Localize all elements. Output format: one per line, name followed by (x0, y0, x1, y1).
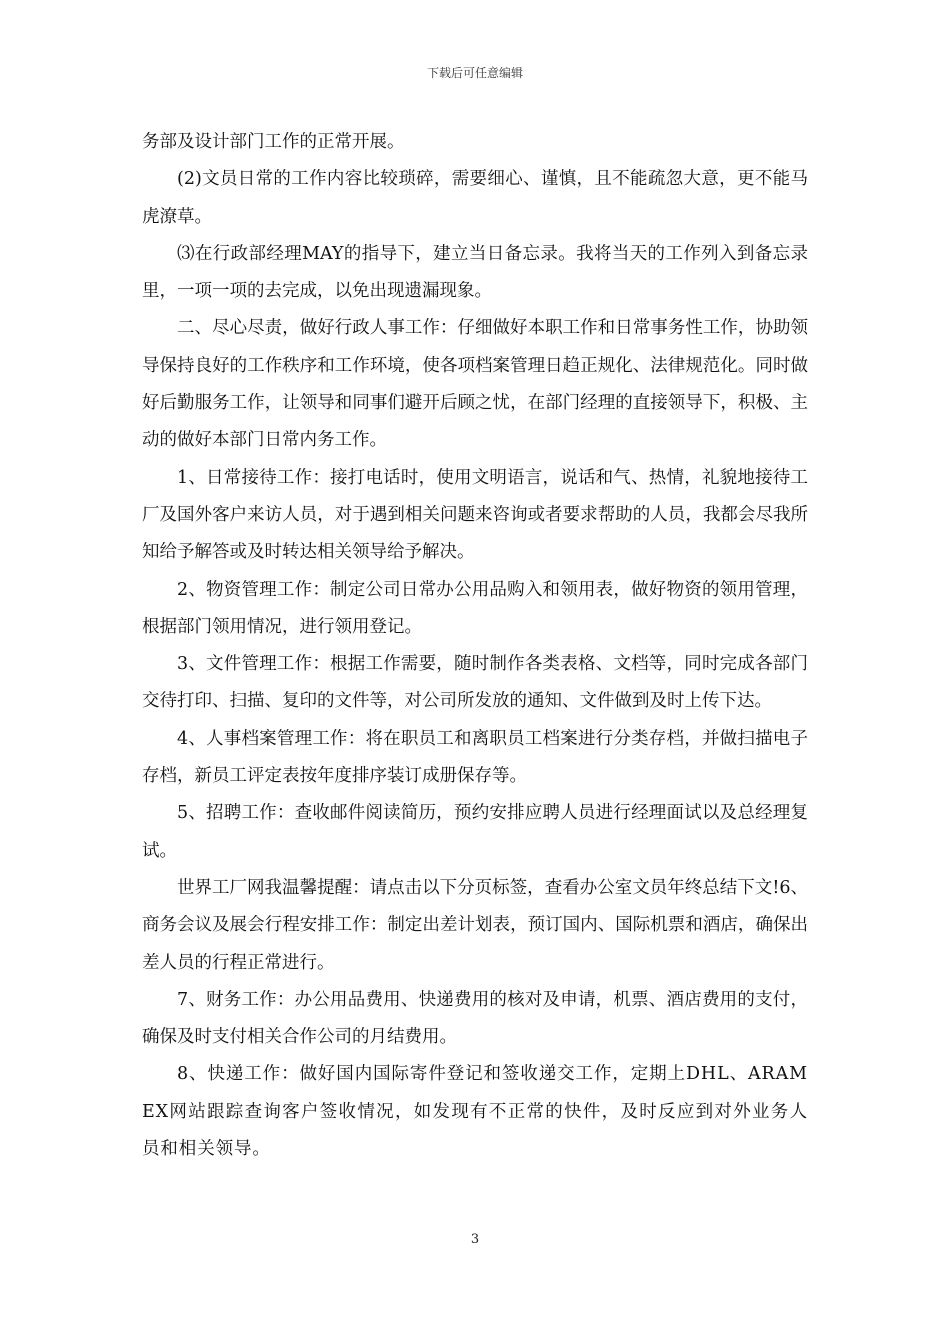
paragraph-documents: 3、文件管理工作：根据工作需要，随时制作各类表格、文档等，同时完成各部门交待打印、扫描、复印的文件等，对公司所发放的通知、文件做到及时上传下达。 (142, 654, 808, 712)
paragraph-materials: 2、物资管理工作：制定公司日常办公用品购入和领用表，做好物资的领用管理，根据部门领用情况，进行领用登记。 (142, 579, 808, 637)
page-header-note: 下载后可任意编辑 (426, 66, 523, 80)
paragraph-personnel-files: 4、人事档案管理工作：将在职员工和离职员工档案进行分类存档，并做扫描电子存档，新员工评定表按年度排序装订成册保存等。 (142, 728, 808, 787)
paragraph-business-travel: 世界工厂网我温馨提醒：请点击以下分页标签，查看办公室文员年终总结下文!6、商务会议及展会行程安排工作：制定出差计划表，预订国内、国际机票和酒店，确保出差人员的行程正常进行。 (142, 877, 808, 973)
paragraph-item-2: (2)文员日常的工作内容比较琐碎，需要细心、谨慎，且不能疏忽大意，更不能马虎潦草。 (142, 169, 808, 227)
paragraph-section-two: 二、尽心尽责，做好行政人事工作：仔细做好本职工作和日常事务性工作，协助领导保持良好的工作秩序和工作环境，使各项档案管理日趋正规化、法律规范化。同时做好后勤服务工作，让领导和同事们避开后顾之忧，在部门经理的直接领导下，积极、主动的做好本部门日常内务工作。 (142, 318, 808, 451)
paragraph-continuation: 务部及设计部门工作的正常开展。 (142, 132, 405, 152)
paragraph-express: 8、快递工作：做好国内国际寄件登记和签收递交工作，定期上DHL、ARAMEX网站跟踪查询客户签收情况，如发现有不正常的快件，及时反应到对外业务人员和相关领导。 (142, 1064, 808, 1160)
paragraph-reception: 1、日常接待工作：接打电话时，使用文明语言，说话和气、热情，礼貌地接待工厂及国外客户来访人员，对于遇到相关问题来咨询或者要求帮助的人员，我都会尽我所知给予解答或及时转达相关领导给予解决。 (142, 467, 808, 563)
paragraph-finance: 7、财务工作：办公用品费用、快递费用的核对及申请，机票、酒店费用的支付，确保及时支付相关合作公司的月结费用。 (142, 989, 808, 1048)
paragraph-recruitment: 5、招聘工作：查收邮件阅读简历，预约安排应聘人员进行经理面试以及总经理复试。 (142, 803, 808, 861)
paragraph-item-3: ⑶在行政部经理MAY的指导下，建立当日备忘录。我将当天的工作列入到备忘录里，一项一项的去完成，以免出现遗漏现象。 (142, 243, 808, 302)
document-body (142, 124, 808, 1168)
page-number: 3 (470, 1232, 480, 1247)
